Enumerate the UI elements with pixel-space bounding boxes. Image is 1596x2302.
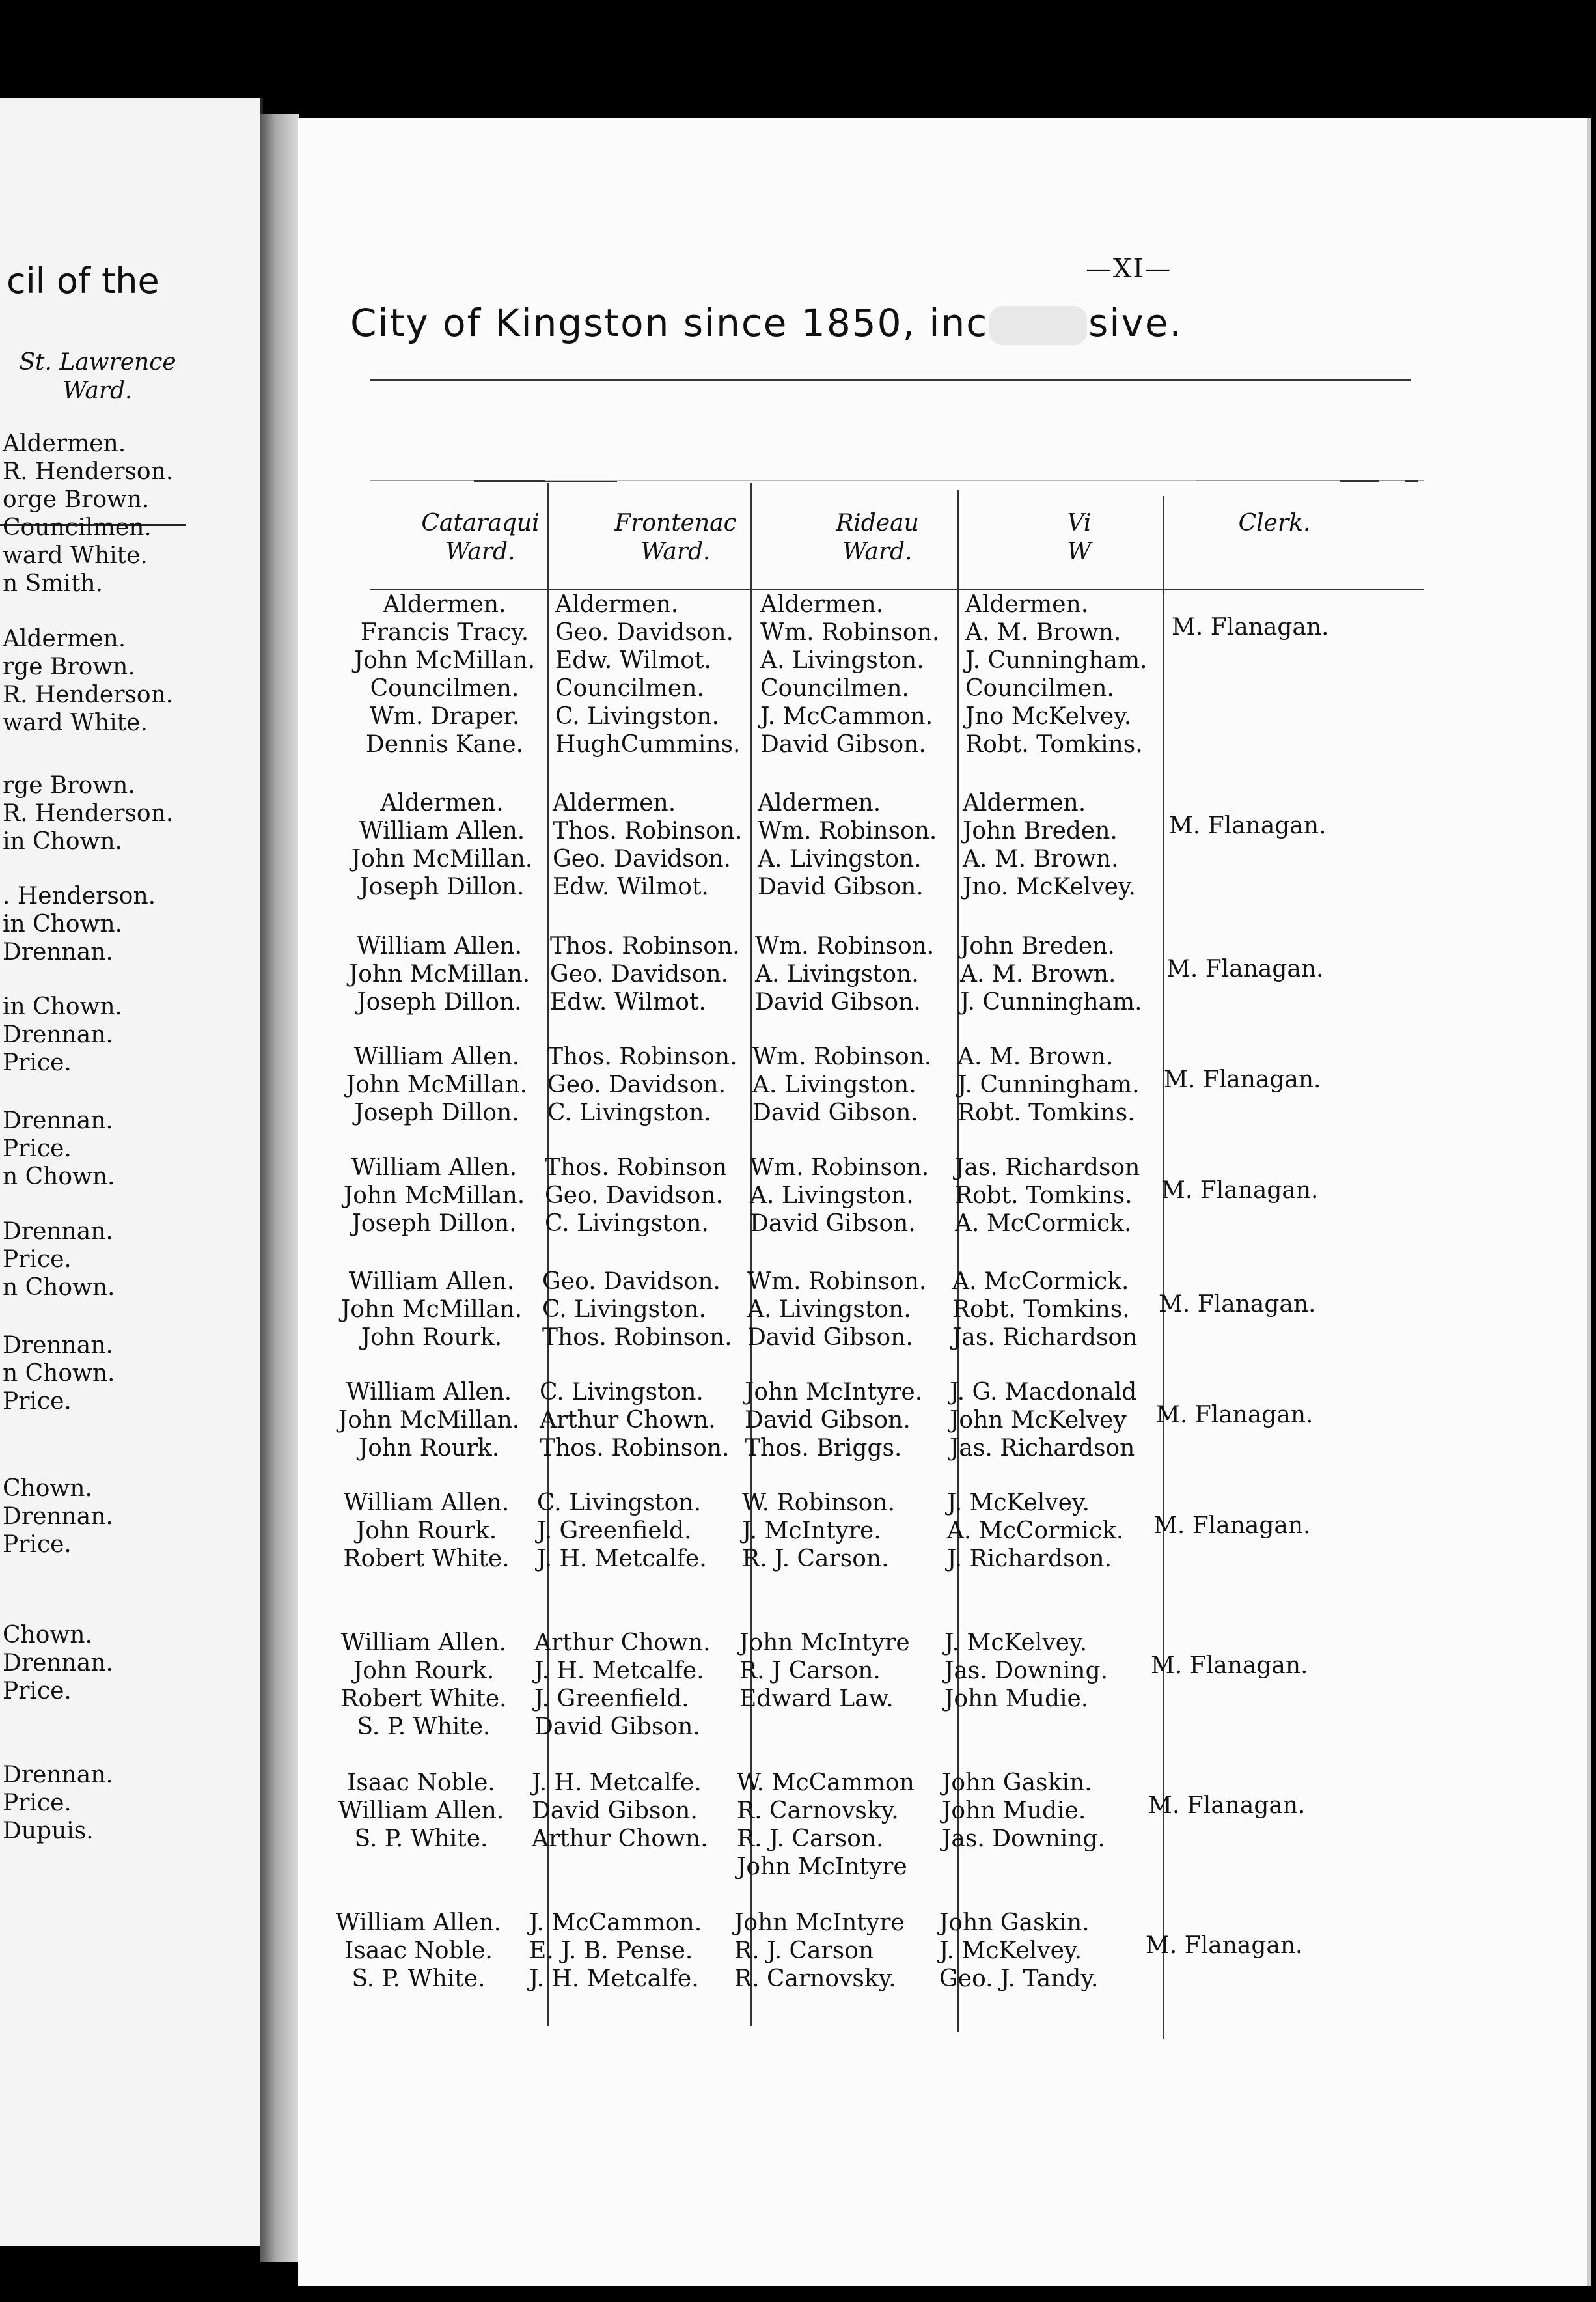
name-line: R. J. Carson	[734, 1937, 874, 1964]
name-line: C. Livingston.	[547, 1100, 711, 1126]
name-line: John Rourk.	[361, 1324, 502, 1351]
name-line: William Allen.	[351, 1154, 517, 1181]
name-line: Edw. Wilmot.	[553, 874, 709, 900]
name-line: Aldermen.	[760, 591, 884, 618]
name-line: J. H. Metcalfe.	[537, 1546, 707, 1572]
name-line: Joseph Dillon.	[359, 874, 525, 900]
left-page-line: Councilmen.	[3, 514, 152, 541]
left-page-line: in Chown.	[3, 828, 122, 855]
left-page-block	[3, 625, 173, 737]
cell-victoria	[965, 590, 1148, 758]
cell-victoria	[947, 1489, 1123, 1573]
cell-cataraqui	[333, 1043, 541, 1127]
name-line: John McIntyre.	[745, 1379, 923, 1406]
cell-cataraqui	[330, 1154, 538, 1238]
name-line: William Allen.	[338, 1797, 504, 1824]
cell-victoria	[950, 1378, 1136, 1462]
name-line: John Gaskin.	[942, 1769, 1092, 1796]
name-line: Isaac Noble.	[344, 1937, 493, 1964]
name-line: John McMillan.	[340, 1296, 523, 1323]
name-line: C. Livingston.	[545, 1210, 709, 1237]
name-line: John McMillan.	[346, 1072, 528, 1098]
cell-cataraqui	[320, 1629, 528, 1741]
name-line: W. Robinson.	[742, 1490, 895, 1516]
cell-cataraqui	[327, 1268, 536, 1352]
name-line: John McMillan.	[353, 647, 536, 674]
name-line: Thos. Robinson.	[553, 818, 743, 844]
left-page-heading: cil of the	[7, 260, 159, 301]
left-page-line: Aldermen.	[3, 430, 126, 457]
cell-clerk: M. Flanagan.	[1159, 1291, 1316, 1318]
name-line: Councilmen.	[760, 675, 909, 702]
name-line: Thos. Robinson.	[540, 1435, 730, 1462]
left-page-line: Chown.	[3, 1622, 92, 1648]
cell-rideau	[742, 1489, 895, 1573]
cell-clerk: M. Flanagan.	[1146, 1932, 1303, 1959]
left-page-block	[3, 1107, 115, 1191]
name-line: Thos. Robinson	[545, 1154, 728, 1181]
name-line: A. M. Brown.	[963, 846, 1119, 872]
left-page-line: Drennan.	[3, 1762, 113, 1788]
cell-frontenac	[555, 590, 740, 758]
name-line: Jas. Richardson	[952, 1324, 1138, 1351]
left-page-line: n Smith.	[3, 570, 103, 597]
name-line: Robt. Tomkins.	[952, 1296, 1130, 1323]
name-line: Robt. Tomkins.	[957, 1100, 1135, 1126]
name-line: A. M. Brown.	[960, 961, 1116, 988]
name-line: William Allen.	[346, 1379, 512, 1406]
name-line: Councilmen.	[965, 675, 1114, 702]
name-line: A. Livingston.	[758, 846, 922, 872]
name-line: A. McCormick.	[955, 1210, 1132, 1237]
name-line: Wm. Robinson.	[760, 619, 940, 646]
name-line: John McIntyre	[739, 1629, 910, 1656]
name-line: Aldermen.	[380, 790, 504, 816]
name-line: Jas. Richardson	[950, 1435, 1135, 1462]
name-line: Aldermen.	[383, 591, 506, 618]
name-line: Isaac Noble.	[347, 1769, 495, 1796]
left-page-line: Price.	[3, 1388, 72, 1415]
name-line: Arthur Chown.	[532, 1825, 708, 1852]
name-line: Francis Tracy.	[360, 619, 529, 646]
name-line: Geo. Davidson.	[545, 1182, 723, 1209]
name-line: J. Cunningham.	[965, 647, 1148, 674]
column-header-rideau	[780, 509, 975, 566]
left-column-header	[0, 348, 195, 406]
name-line: Jas. Richardson	[955, 1154, 1140, 1181]
cell-victoria	[939, 1909, 1098, 1993]
column-header-line2: Ward.	[842, 538, 913, 565]
header-rule-end2	[1405, 480, 1418, 482]
left-page-block	[3, 1475, 113, 1559]
book-gutter	[260, 114, 299, 2262]
name-line: R. J. Carson.	[742, 1546, 889, 1572]
title-blur-spot	[989, 306, 1087, 345]
cell-rideau	[758, 789, 937, 901]
name-line: J. McKelvey.	[947, 1490, 1090, 1516]
name-line: HughCummins.	[555, 731, 741, 758]
name-line: C. Livingston.	[540, 1379, 704, 1406]
name-line: J. Richardson.	[947, 1546, 1112, 1572]
name-line: William Allen.	[359, 818, 525, 844]
cell-cataraqui	[335, 932, 543, 1016]
cell-clerk: M. Flanagan.	[1151, 1652, 1308, 1679]
cell-cataraqui	[340, 590, 549, 758]
column-header-clerk	[1177, 509, 1372, 538]
left-page-line: n Chown.	[3, 1360, 115, 1387]
left-page-line: n Chown.	[3, 1163, 115, 1190]
name-line: John Rourk.	[358, 1435, 500, 1462]
name-line: Geo. Davidson.	[553, 846, 731, 872]
name-line: J. Greenfield.	[537, 1518, 692, 1544]
name-line: R. J Carson.	[739, 1657, 881, 1684]
name-line: William Allen.	[353, 1044, 520, 1070]
cell-clerk: M. Flanagan.	[1172, 614, 1329, 641]
name-line: Wm. Robinson.	[758, 818, 937, 844]
left-page-line: Price.	[3, 1246, 72, 1273]
name-line: Jno. McKelvey.	[963, 874, 1136, 900]
cell-clerk: M. Flanagan.	[1148, 1792, 1306, 1819]
left-page-line: Drennan.	[3, 939, 113, 965]
name-line: John Breden.	[963, 818, 1118, 844]
name-line: William Allen.	[356, 933, 523, 960]
name-line: Wm. Draper.	[369, 703, 520, 730]
name-line: Aldermen.	[965, 591, 1089, 618]
cell-rideau	[737, 1769, 915, 1881]
cell-cataraqui	[325, 1378, 533, 1462]
left-page-block	[3, 430, 173, 598]
name-line: C. Livingston.	[555, 703, 719, 730]
name-line: John McKelvey	[950, 1407, 1127, 1434]
name-line: J. McCammon.	[529, 1909, 702, 1936]
name-line: Thos. Robinson.	[550, 933, 740, 960]
name-line: A. Livingston.	[747, 1296, 911, 1323]
name-line: A. Livingston.	[750, 1182, 914, 1209]
left-page-line: in Chown.	[3, 911, 122, 937]
name-line: J. Greenfield.	[534, 1685, 689, 1712]
name-line: Arthur Chown.	[534, 1629, 711, 1656]
name-line: Edw. Wilmot.	[555, 647, 711, 674]
name-line: J. H. Metcalfe.	[529, 1965, 699, 1992]
left-page-block	[3, 1331, 115, 1415]
title-rule	[370, 379, 1411, 381]
cell-cataraqui	[338, 789, 546, 901]
cell-clerk: M. Flanagan.	[1164, 1066, 1321, 1093]
column-header-cataraqui	[383, 509, 578, 566]
name-line: Aldermen.	[963, 790, 1086, 816]
name-line: S. P. White.	[354, 1825, 488, 1852]
name-line: A. McCormick.	[947, 1518, 1124, 1544]
column-header-line2: Ward.	[640, 538, 711, 565]
name-line: A. Livingston.	[752, 1072, 916, 1098]
cell-clerk: M. Flanagan.	[1156, 1402, 1314, 1428]
cell-cataraqui	[322, 1489, 530, 1573]
name-line: R. J. Carson.	[737, 1825, 884, 1852]
name-line: Aldermen.	[553, 790, 676, 816]
name-line: J. McCammon.	[760, 703, 933, 730]
left-page-line: R. Henderson.	[3, 682, 174, 708]
cell-victoria	[942, 1769, 1105, 1853]
name-line: David Gibson.	[534, 1713, 700, 1740]
name-line: Jas. Downing.	[944, 1657, 1108, 1684]
cell-frontenac	[550, 932, 740, 1016]
name-line: Councilmen.	[555, 675, 704, 702]
left-page-block	[3, 882, 156, 966]
cell-clerk: M. Flanagan.	[1153, 1512, 1311, 1539]
left-page-block	[3, 1761, 113, 1845]
left-column-header-line2: Ward.	[62, 378, 133, 404]
name-line: Thos. Robinson.	[542, 1324, 732, 1351]
name-line: David Gibson.	[755, 989, 921, 1016]
right-page	[298, 118, 1591, 2286]
cell-victoria	[963, 789, 1136, 901]
name-line: J. Cunningham.	[957, 1072, 1140, 1098]
name-line: Dennis Kane.	[365, 731, 524, 758]
name-line: J. H. Metcalfe.	[532, 1769, 702, 1796]
name-line: John Gaskin.	[939, 1909, 1090, 1936]
cell-rideau	[752, 1043, 931, 1127]
left-page-block	[3, 771, 173, 855]
cell-clerk: M. Flanagan.	[1166, 956, 1324, 982]
name-line: John McMillan.	[338, 1407, 520, 1434]
name-line: David Gibson.	[750, 1210, 916, 1237]
name-line: Geo. Davidson.	[542, 1268, 721, 1295]
page-title	[350, 301, 1183, 345]
column-header-line1: Rideau	[836, 510, 919, 536]
column-header-line1: Vi	[1067, 510, 1092, 536]
name-line: Geo. Davidson.	[555, 619, 734, 646]
column-header-line2: Ward.	[445, 538, 516, 565]
name-line: Robert White.	[343, 1546, 510, 1572]
column-header-line1: Cataraqui	[421, 510, 540, 536]
name-line: J. McKelvey.	[944, 1629, 1087, 1656]
name-line: C. Livingston.	[537, 1490, 701, 1516]
cell-frontenac	[537, 1489, 707, 1573]
cell-cataraqui	[317, 1769, 525, 1853]
name-line: R. Carnovsky.	[737, 1797, 899, 1824]
name-line: A. M. Brown.	[957, 1044, 1114, 1070]
name-line: John McIntyre	[734, 1909, 905, 1936]
left-page	[0, 98, 263, 2246]
column-header-line1: Frontenac	[614, 510, 737, 536]
title-part2: sive.	[1088, 301, 1183, 345]
header-rule-end	[1340, 480, 1379, 482]
name-line: A. Livingston.	[760, 647, 924, 674]
name-line: Geo. Davidson.	[547, 1072, 726, 1098]
name-line: J. McIntyre.	[742, 1518, 881, 1544]
left-page-line: Price.	[3, 1678, 72, 1704]
name-line: John Breden.	[960, 933, 1115, 960]
name-line: J. H. Metcalfe.	[534, 1657, 704, 1684]
cell-victoria	[952, 1268, 1137, 1352]
cell-rideau	[750, 1154, 929, 1238]
name-line: Thos. Robinson.	[547, 1044, 737, 1070]
name-line: Wm. Robinson.	[755, 933, 935, 960]
left-page-line: rge Brown.	[3, 654, 135, 680]
left-page-line: Price.	[3, 1531, 72, 1558]
cell-frontenac	[529, 1909, 702, 1993]
name-line: Edw. Wilmot.	[550, 989, 706, 1016]
cell-frontenac	[532, 1769, 708, 1853]
left-page-line: . Henderson.	[3, 883, 156, 909]
name-line: David Gibson.	[752, 1100, 918, 1126]
name-line: John McMillan.	[348, 961, 530, 988]
left-page-line: Drennan.	[3, 1650, 113, 1676]
name-line: Wm. Robinson.	[752, 1044, 932, 1070]
name-line: E. J. B. Pense.	[529, 1937, 693, 1964]
name-line: Robt. Tomkins.	[965, 731, 1143, 758]
name-line: John Rourk.	[355, 1518, 497, 1544]
left-page-line: Aldermen.	[3, 626, 126, 652]
name-line: William Allen.	[343, 1490, 510, 1516]
cell-rideau	[739, 1629, 910, 1713]
cell-victoria	[944, 1629, 1108, 1713]
name-line: John McIntyre	[737, 1853, 907, 1880]
column-header-line1: Clerk.	[1238, 510, 1311, 536]
left-page-line: R. Henderson.	[3, 800, 174, 827]
name-line: Joseph Dillon.	[354, 1100, 519, 1126]
cell-cataraqui	[314, 1909, 523, 1993]
name-line: A. Livingston.	[755, 961, 919, 988]
column-header-line2: W	[1067, 538, 1092, 565]
left-page-line: R. Henderson.	[3, 458, 174, 485]
name-line: David Gibson.	[745, 1407, 911, 1434]
name-line: Arthur Chown.	[540, 1407, 716, 1434]
name-line: R. Carnovsky.	[734, 1965, 896, 1992]
left-page-line: Chown.	[3, 1475, 92, 1502]
cell-clerk: M. Flanagan.	[1161, 1177, 1319, 1204]
name-line: David Gibson.	[747, 1324, 913, 1351]
left-page-line: Drennan.	[3, 1107, 113, 1134]
left-page-line: Drennan.	[3, 1332, 113, 1359]
cell-victoria	[957, 1043, 1140, 1127]
name-line: Robert White.	[340, 1685, 507, 1712]
name-line: Joseph Dillon.	[351, 1210, 517, 1237]
cell-victoria	[955, 1154, 1140, 1238]
left-page-line: Dupuis.	[3, 1818, 94, 1844]
name-line: A. M. Brown.	[965, 619, 1121, 646]
name-line: Aldermen.	[555, 591, 679, 618]
page-number: —XI—	[1086, 254, 1172, 284]
cell-rideau	[745, 1378, 922, 1462]
header-rule-mid	[545, 480, 1196, 481]
left-page-line: ward White.	[3, 710, 148, 736]
name-line: Robt. Tomkins.	[955, 1182, 1133, 1209]
cell-clerk: M. Flanagan.	[1169, 812, 1327, 839]
cell-frontenac	[545, 1154, 727, 1238]
name-line: Joseph Dillon.	[357, 989, 522, 1016]
name-line: John McMillan.	[343, 1182, 525, 1209]
left-page-line: Drennan.	[3, 1021, 113, 1048]
name-line: Wm. Robinson.	[750, 1154, 929, 1181]
name-line: S. P. White.	[351, 1965, 486, 1992]
name-line: David Gibson.	[760, 731, 926, 758]
name-line: Jno McKelvey.	[965, 703, 1132, 730]
cell-rideau	[734, 1909, 905, 1993]
left-page-line: orge Brown.	[3, 486, 150, 513]
name-line: William Allen.	[348, 1268, 515, 1295]
name-line: David Gibson.	[758, 874, 924, 900]
name-line: S. P. White.	[357, 1713, 491, 1740]
name-line: Edward Law.	[739, 1685, 894, 1712]
name-line: Jas. Downing.	[942, 1825, 1105, 1852]
left-page-line: Price.	[3, 1135, 72, 1162]
name-line: John Mudie.	[944, 1685, 1089, 1712]
name-line: William Allen.	[340, 1629, 507, 1656]
name-line: David Gibson.	[532, 1797, 698, 1824]
cell-frontenac	[542, 1268, 732, 1352]
name-line: William Allen.	[335, 1909, 502, 1936]
name-line: John McMillan.	[351, 846, 533, 872]
name-line: J. Cunningham.	[960, 989, 1142, 1016]
name-line: Aldermen.	[758, 790, 881, 816]
cell-frontenac	[540, 1378, 730, 1462]
name-line: J. McKelvey.	[939, 1937, 1082, 1964]
name-line: A. McCormick.	[952, 1268, 1129, 1295]
left-page-line: Drennan.	[3, 1503, 113, 1530]
title-part1: City of Kingston since 1850, inc	[350, 301, 989, 345]
column-header-victoria	[982, 509, 1177, 566]
left-page-block	[3, 993, 122, 1077]
cell-rideau	[760, 590, 939, 758]
cell-frontenac	[553, 789, 743, 901]
left-page-line: in Chown.	[3, 993, 122, 1020]
name-line: Geo. J. Tandy.	[939, 1965, 1099, 1992]
left-page-line: ward White.	[3, 542, 148, 569]
name-line: Geo. Davidson.	[550, 961, 728, 988]
left-page-block	[3, 1621, 113, 1705]
left-page-line: Price.	[3, 1790, 72, 1816]
name-line: Wm. Robinson.	[747, 1268, 927, 1295]
left-page-block	[3, 1217, 115, 1301]
left-page-line: n Chown.	[3, 1274, 115, 1301]
name-line: Thos. Briggs.	[745, 1435, 902, 1462]
cell-frontenac	[547, 1043, 737, 1127]
cell-victoria	[960, 932, 1142, 1016]
cell-rideau	[747, 1268, 926, 1352]
name-line: W. McCammon	[737, 1769, 915, 1796]
left-page-line: Drennan.	[3, 1218, 113, 1245]
left-column-header-line1: St. Lawrence	[19, 349, 176, 376]
left-page-line: rge Brown.	[3, 772, 135, 799]
name-line: J. G. Macdonald	[950, 1379, 1137, 1406]
name-line: John Rourk.	[353, 1657, 495, 1684]
left-page-line: Price.	[3, 1049, 72, 1076]
cell-frontenac	[534, 1629, 711, 1741]
name-line: C. Livingston.	[542, 1296, 706, 1323]
column-header-frontenac	[578, 509, 773, 566]
name-line: John Mudie.	[942, 1797, 1086, 1824]
name-line: Councilmen.	[370, 675, 519, 702]
cell-rideau	[755, 932, 934, 1016]
